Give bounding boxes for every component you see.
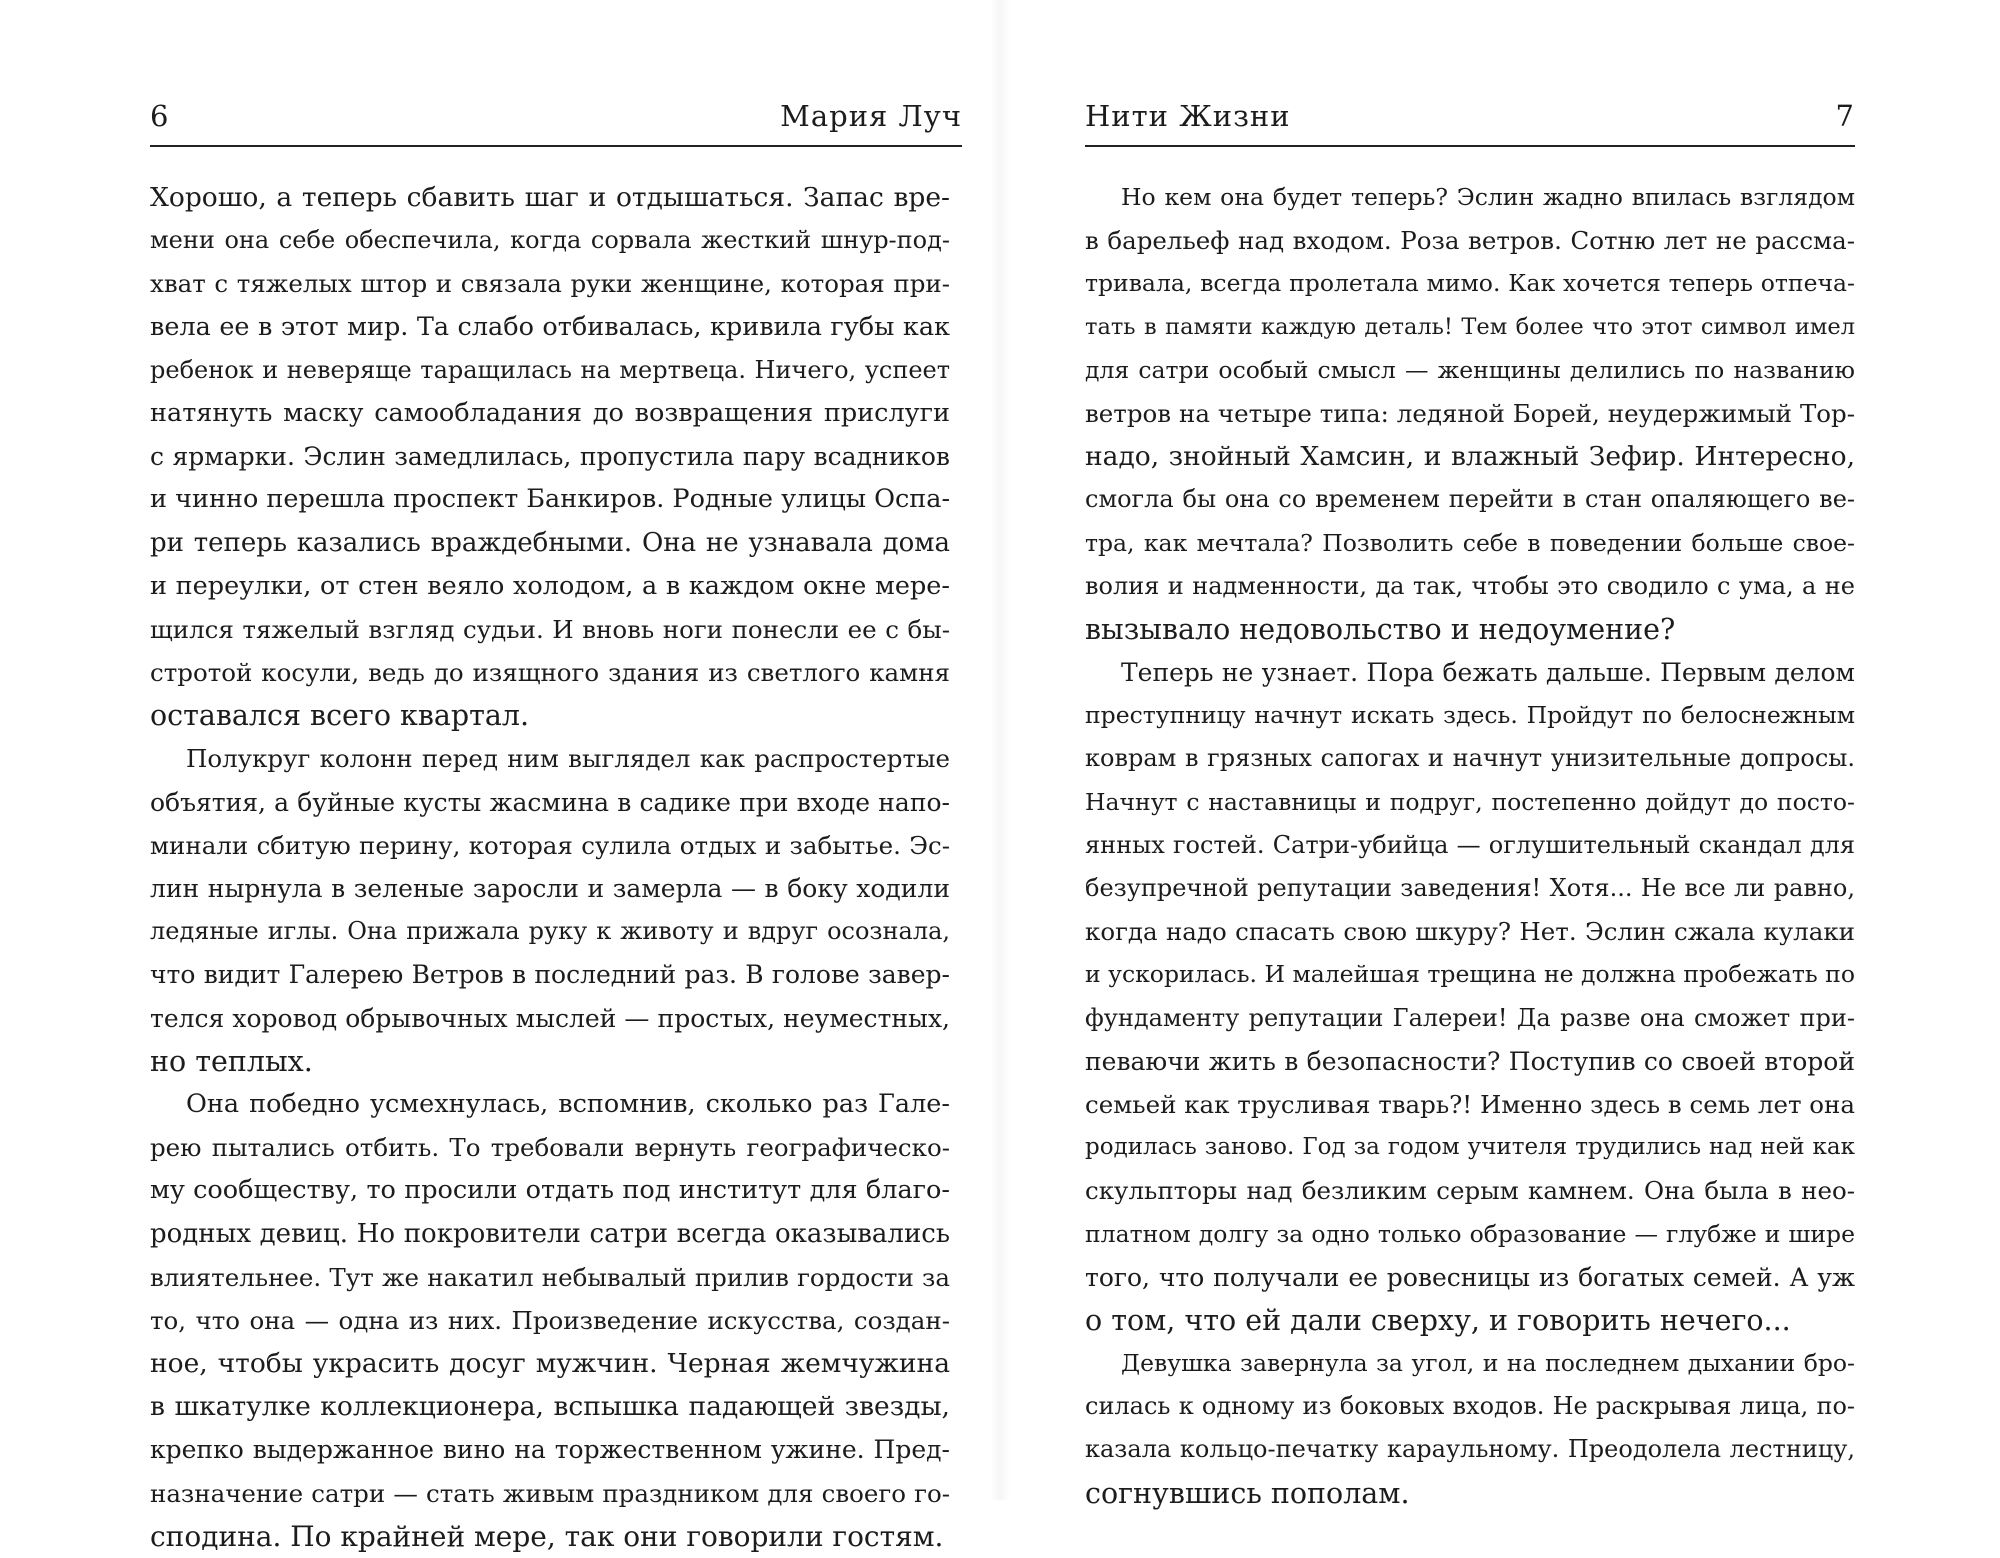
- text-line: крепко выдержанное вино на торжественном ужине. Пред-: [150, 1435, 950, 1465]
- text-line: преступницу начнут искать здесь. Пройдут по белоснежным: [1085, 701, 1855, 730]
- text-line: щился тяжелый взгляд судьи. И вновь ноги понесли ее с бы-: [150, 614, 950, 644]
- right-running-head: [1085, 96, 1855, 136]
- text-line: янных гостей. Сатри-убийца — оглушительный скандал для: [1085, 830, 1855, 859]
- text-line: того, что получали ее ровесницы из богатых семей. А уж: [1085, 1262, 1855, 1292]
- text-line: но теплых.: [150, 1044, 313, 1078]
- text-line: хват с тяжелых штор и связала руки женщине, которая при-: [150, 269, 950, 299]
- left-page-number: 6: [150, 99, 170, 133]
- text-line: родилась заново. Год за годом учителя трудились над ней как: [1085, 1134, 1855, 1161]
- right-running-title: Нити Жизни: [1085, 99, 1291, 133]
- text-line: минали сбитую перину, которая сулила отдых и забытье. Эс-: [150, 830, 950, 860]
- text-line: Хорошо, а теперь сбавить шаг и отдышаться. Запас вре-: [150, 182, 950, 213]
- text-line: родных девиц. Но покровители сатри всегда оказывались: [150, 1218, 950, 1249]
- left-running-head: [150, 96, 962, 136]
- text-line: когда надо спасать свою шкуру? Нет. Эслин сжала кулаки: [1085, 917, 1855, 947]
- text-line: что видит Галерею Ветров в последний раз. В голове завер-: [150, 960, 950, 990]
- text-line: Девушка завернула за угол, и на последнем дыхании бро-: [1121, 1349, 1855, 1378]
- text-line: платном долгу за одно только образование — глубже и шире: [1085, 1219, 1855, 1248]
- book-gutter: [990, 0, 1010, 1500]
- text-line: в барельеф над входом. Роза ветров. Сотню лет не рассма-: [1085, 226, 1855, 256]
- text-line: и переулки, от стен веяло холодом, а в каждом окне мере-: [150, 570, 950, 601]
- text-line: с ярмарки. Эслин замедлилась, пропустила пару всадников: [150, 442, 950, 472]
- text-line: мени она себе обеспечила, когда сорвала жесткий шнур-под-: [150, 226, 950, 255]
- text-line: телся хоровод обрывочных мыслей — простых, неуместных,: [150, 1003, 950, 1033]
- text-line: Начнут с наставницы и подруг, постепенно дойдут до посто-: [1085, 787, 1855, 816]
- text-line: оставался всего квартал.: [150, 699, 530, 733]
- text-line: Но кем она будет теперь? Эслин жадно впилась взглядом: [1121, 183, 1855, 211]
- text-line: казала кольцо-печатку караульному. Преодолела лестницу,: [1085, 1435, 1855, 1464]
- text-line: назначение сатри — стать живым праздником для своего го-: [150, 1478, 950, 1508]
- text-line: вела ее в этот мир. Та слабо отбивалась, кривила губы как: [150, 311, 950, 342]
- text-line: ледяные иглы. Она прижала руку к животу и вдруг осознала,: [150, 917, 950, 946]
- text-line: тривала, всегда пролетала мимо. Как хочется теперь отпеча-: [1085, 269, 1855, 298]
- text-line: ное, чтобы украсить досуг мужчин. Черная жемчужина: [150, 1348, 950, 1380]
- right-text-block: [1085, 176, 1855, 1515]
- left-header-rule: [150, 145, 962, 147]
- left-running-title: Мария Луч: [780, 99, 962, 133]
- text-line: тра, как мечтала? Позволить себе в поведении больше свое-: [1085, 528, 1855, 557]
- text-line: фундаменту репутации Галереи! Да разве она сможет при-: [1085, 1003, 1855, 1032]
- text-line: силась к одному из боковых входов. Не раскрывая лица, по-: [1085, 1392, 1855, 1421]
- text-line: певаючи жить в безопасности? Поступив со своей второй: [1085, 1046, 1855, 1076]
- text-line: лин нырнула в зеленые заросли и замерла — в боку ходили: [150, 874, 950, 903]
- right-header-rule: [1085, 145, 1855, 147]
- text-line: семьей как трусливая тварь?! Именно здесь в семь лет она: [1085, 1089, 1855, 1119]
- text-line: безупречной репутации заведения! Хотя... Не все ли равно,: [1085, 874, 1855, 902]
- text-line: объятия, а буйные кусты жасмина в садике при входе напо-: [150, 787, 950, 817]
- text-line: натянуть маску самообладания до возвращения прислуги: [150, 397, 950, 428]
- text-line: ри теперь казались враждебными. Она не узнавала дома: [150, 527, 950, 558]
- text-line: Полукруг колонн перед ним выглядел как распростертые: [186, 744, 950, 774]
- right-page-number: 7: [1835, 99, 1855, 133]
- text-line: коврам в грязных сапогах и начнут унизительные допросы.: [1085, 744, 1855, 773]
- text-line: рею пытались отбить. То требовали вернуть географическо-: [150, 1133, 950, 1163]
- text-line: влиятельнее. Тут же накатил небывалый прилив гордости за: [150, 1262, 950, 1292]
- text-line: ребенок и неверяще таращилась на мертвеца. Ничего, успеет: [150, 355, 950, 384]
- text-line: надо, знойный Хамсин, и влажный Зефир. Интересно,: [1085, 441, 1855, 473]
- right-page: [1000, 0, 2000, 1510]
- text-line: согнувшись пополам.: [1085, 1476, 1410, 1510]
- text-line: скульпторы над безликим серым камнем. Она была в нео-: [1085, 1176, 1855, 1206]
- text-line: о том, что ей дали сверху, и говорить нечего...: [1085, 1303, 1791, 1337]
- text-line: волия и надменности, да так, чтобы это сводило с ума, а не: [1085, 571, 1855, 600]
- text-line: в шкатулке коллекционера, вспышка падающей звезды,: [150, 1391, 950, 1423]
- text-line: то, что она — одна из них. Произведение искусства, создан-: [150, 1305, 950, 1335]
- text-line: ветров на четыре типа: ледяной Борей, неудержимый Тор-: [1085, 398, 1855, 428]
- text-line: для сатри особый смысл — женщины делились по названию: [1085, 355, 1855, 384]
- text-line: му сообществу, то просили отдать под институт для благо-: [150, 1175, 950, 1206]
- text-line: и чинно перешла проспект Банкиров. Родные улицы Оспа-: [150, 484, 950, 515]
- text-line: Она победно усмехнулась, вспомнив, сколько раз Гале-: [186, 1088, 950, 1119]
- text-line: сподина. По крайней мере, так они говорили гостям.: [150, 1519, 944, 1553]
- text-line: вызывало недовольство и недоумение?: [1085, 612, 1676, 646]
- left-text-block: [150, 176, 950, 1558]
- text-line: Теперь не узнает. Пора бежать дальше. Первым делом: [1121, 658, 1855, 688]
- text-line: стротой косули, ведь до изящного здания из светлого камня: [150, 658, 950, 688]
- text-line: смогла бы она со временем перейти в стан опаляющего ве-: [1085, 485, 1855, 514]
- left-page: [0, 0, 1000, 1553]
- text-line: тать в памяти каждую деталь! Тем более что этот символ имел: [1085, 313, 1855, 340]
- text-line: и ускорилась. И малейшая трещина не должна пробежать по: [1085, 960, 1855, 989]
